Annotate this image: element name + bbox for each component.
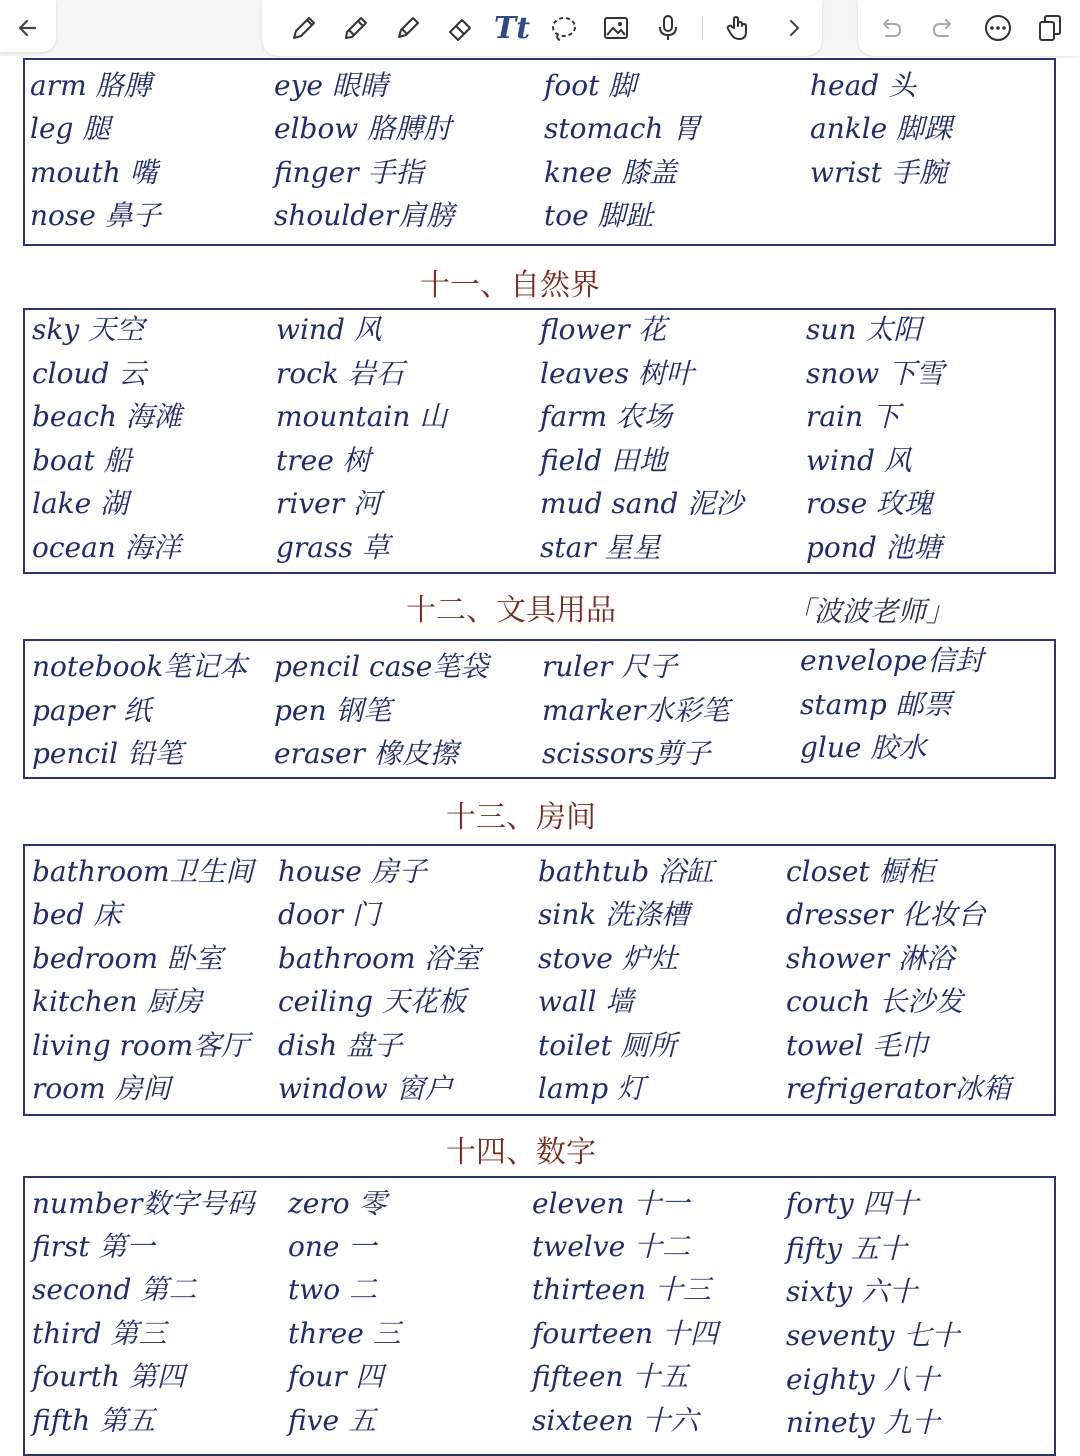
word-beach: beach 海滩 (32, 400, 182, 433)
heading-nature: 十一、自然界 (420, 268, 600, 303)
word-kitchen: kitchen 厨房 (32, 985, 203, 1018)
word-bedroom: bedroom 卧室 (32, 942, 223, 975)
more-icon (982, 12, 1014, 44)
actions-pill (858, 0, 1080, 56)
word-mountain: mountain 山 (276, 400, 448, 433)
word-snow: snow 下雪 (806, 357, 945, 390)
word-scissors: scissors剪子 (542, 737, 711, 770)
word-wind-2: wind 风 (806, 444, 912, 477)
word-elbow: elbow 胳膊肘 (274, 112, 452, 145)
word-knee: knee 膝盖 (544, 156, 678, 189)
word-pond: pond 池塘 (806, 531, 942, 564)
heading-rooms: 十三、房间 (446, 800, 596, 835)
word-couch: couch 长沙发 (786, 985, 964, 1018)
word-sky: sky 天空 (32, 313, 145, 346)
pen-icon (288, 12, 320, 44)
word-fourth: fourth 第四 (32, 1360, 185, 1393)
word-five: five 五 (288, 1404, 376, 1437)
word-four: four 四 (288, 1360, 384, 1393)
word-towel: towel 毛巾 (786, 1029, 929, 1062)
word-bathroom: bathroom卫生间 (32, 855, 254, 888)
word-pen: pen 钢笔 (274, 694, 392, 727)
word-shower: shower 淋浴 (786, 942, 955, 975)
word-head: head 头 (810, 69, 917, 102)
word-rain: rain 下 (806, 400, 900, 433)
word-wrist: wrist 手腕 (810, 156, 947, 189)
heading-stationery: 十二、文具用品 (406, 593, 616, 628)
toolbar-separator (702, 16, 703, 40)
word-rose: rose 玫瑰 (806, 487, 933, 520)
word-ocean: ocean 海洋 (32, 531, 181, 564)
word-dresser: dresser 化妆台 (786, 898, 986, 931)
word-grass: grass 草 (276, 531, 390, 564)
word-thirteen: thirteen 十三 (532, 1273, 711, 1306)
top-toolbar (0, 0, 1080, 56)
word-one: one 一 (288, 1230, 377, 1263)
word-fifty: fifty 五十 (786, 1232, 908, 1265)
word-ruler: ruler 尺子 (542, 650, 678, 683)
heading-numbers: 十四、数字 (446, 1135, 596, 1170)
word-lake: lake 湖 (32, 487, 129, 520)
word-second: second 第二 (32, 1273, 197, 1306)
word-dish: dish 盘子 (278, 1029, 403, 1062)
word-arm: arm 胳膊 (30, 69, 152, 102)
word-sun: sun 太阳 (806, 313, 922, 346)
word-notebook: notebook笔记本 (32, 650, 248, 683)
word-leaves: leaves 树叶 (540, 357, 694, 390)
word-ninety: ninety 九十 (786, 1406, 940, 1439)
pages-button[interactable] (1030, 10, 1070, 46)
pencil-icon (340, 12, 372, 44)
word-nose: nose 鼻子 (30, 199, 161, 232)
microphone-icon (652, 12, 684, 44)
word-door: door 门 (278, 898, 380, 931)
word-sixty: sixty 六十 (786, 1275, 918, 1308)
word-bed: bed 床 (32, 898, 122, 931)
redo-icon (928, 12, 960, 44)
word-tree: tree 树 (276, 444, 371, 477)
word-flower: flower 花 (540, 313, 667, 346)
text-tool-icon: Tt (493, 10, 531, 46)
word-leg: leg 腿 (30, 112, 111, 145)
word-stamp: stamp 邮票 (800, 688, 952, 721)
word-boat: boat 船 (32, 444, 132, 477)
word-wind: wind 风 (276, 313, 382, 346)
word-number: number数字号码 (32, 1187, 255, 1220)
word-toilet: toilet 厕所 (538, 1029, 677, 1062)
word-eleven: eleven 十一 (532, 1187, 690, 1220)
touch-mode-icon (722, 12, 754, 44)
pen-tool[interactable] (284, 10, 324, 46)
image-icon (600, 12, 632, 44)
word-envelope: envelope信封 (800, 644, 984, 677)
word-eighty: eighty 八十 (786, 1363, 940, 1396)
word-farm: farm 农场 (540, 400, 672, 433)
word-living-room: living room客厅 (32, 1029, 250, 1062)
back-button[interactable] (8, 8, 48, 48)
word-finger: finger 手指 (274, 156, 424, 189)
lasso-icon (548, 12, 580, 44)
author-label: 「波波老师」 (786, 595, 955, 628)
undo-icon (874, 12, 906, 44)
word-seventy: seventy 七十 (786, 1319, 960, 1352)
word-house: house 房子 (278, 855, 427, 888)
word-paper: paper 纸 (32, 694, 152, 727)
word-bathtub: bathtub 浴缸 (538, 855, 715, 888)
pencil-tool[interactable] (336, 10, 376, 46)
word-toe: toe 脚趾 (544, 199, 654, 232)
word-zero: zero 零 (288, 1187, 387, 1220)
word-star: star 星星 (540, 531, 661, 564)
word-rock: rock 岩石 (276, 357, 404, 390)
highlighter-icon (392, 12, 424, 44)
more-tools-button[interactable] (774, 10, 814, 46)
undo-button[interactable] (870, 10, 910, 46)
word-bathroom-2: bathroom 浴室 (278, 942, 481, 975)
lasso-tool[interactable] (544, 10, 584, 46)
word-sixteen: sixteen 十六 (532, 1404, 699, 1437)
word-river: river 河 (276, 487, 382, 520)
word-field: field 田地 (540, 444, 668, 477)
word-fifth: fifth 第五 (32, 1404, 156, 1437)
word-lamp: lamp 灯 (538, 1072, 646, 1105)
word-cloud: cloud 云 (32, 357, 147, 390)
word-wall: wall 墙 (538, 985, 634, 1018)
eraser-icon (444, 12, 476, 44)
word-pencil: pencil 铅笔 (32, 737, 184, 770)
word-fourteen: fourteen 十四 (532, 1317, 718, 1350)
word-twelve: twelve 十二 (532, 1230, 691, 1263)
word-stomach: stomach 胃 (544, 112, 701, 145)
word-two: two 二 (288, 1273, 377, 1306)
word-glue: glue 胶水 (800, 731, 927, 764)
pages-icon (1034, 12, 1066, 44)
word-marker: marker水彩笔 (542, 694, 730, 727)
redo-button[interactable] (924, 10, 964, 46)
word-eye: eye 眼睛 (274, 69, 388, 102)
word-stove: stove 炉灶 (538, 942, 678, 975)
word-forty: forty 四十 (786, 1187, 919, 1220)
touch-mode-tool[interactable] (718, 10, 758, 46)
word-foot: foot 脚 (544, 69, 637, 102)
word-mouth: mouth 嘴 (30, 156, 158, 189)
image-tool[interactable] (596, 10, 636, 46)
word-sink: sink 洗涤槽 (538, 898, 690, 931)
word-ceiling: ceiling 天花板 (278, 985, 466, 1018)
word-three: three 三 (288, 1317, 401, 1350)
chevron-right-icon (778, 12, 810, 44)
word-fifteen: fifteen 十五 (532, 1360, 689, 1393)
highlighter-tool[interactable] (388, 10, 428, 46)
word-mud-sand: mud sand 泥沙 (540, 487, 744, 520)
word-window: window 窗户 (278, 1072, 453, 1105)
tools-pill (262, 0, 822, 56)
word-ankle: ankle 脚踝 (810, 112, 953, 145)
word-refrigerator: refrigerator冰箱 (786, 1072, 1011, 1105)
text-tool[interactable] (492, 10, 532, 46)
word-eraser: eraser 橡皮擦 (274, 737, 458, 770)
word-pencil-case: pencil case笔袋 (274, 650, 489, 683)
back-icon (15, 15, 41, 41)
microphone-tool[interactable] (648, 10, 688, 46)
word-shoulder: shoulder肩膀 (274, 199, 455, 232)
word-closet: closet 橱柜 (786, 855, 935, 888)
more-options-button[interactable] (978, 10, 1018, 46)
word-first: first 第一 (32, 1230, 155, 1263)
eraser-tool[interactable] (440, 10, 480, 46)
word-room: room 房间 (32, 1072, 171, 1105)
word-third: third 第三 (32, 1317, 167, 1350)
